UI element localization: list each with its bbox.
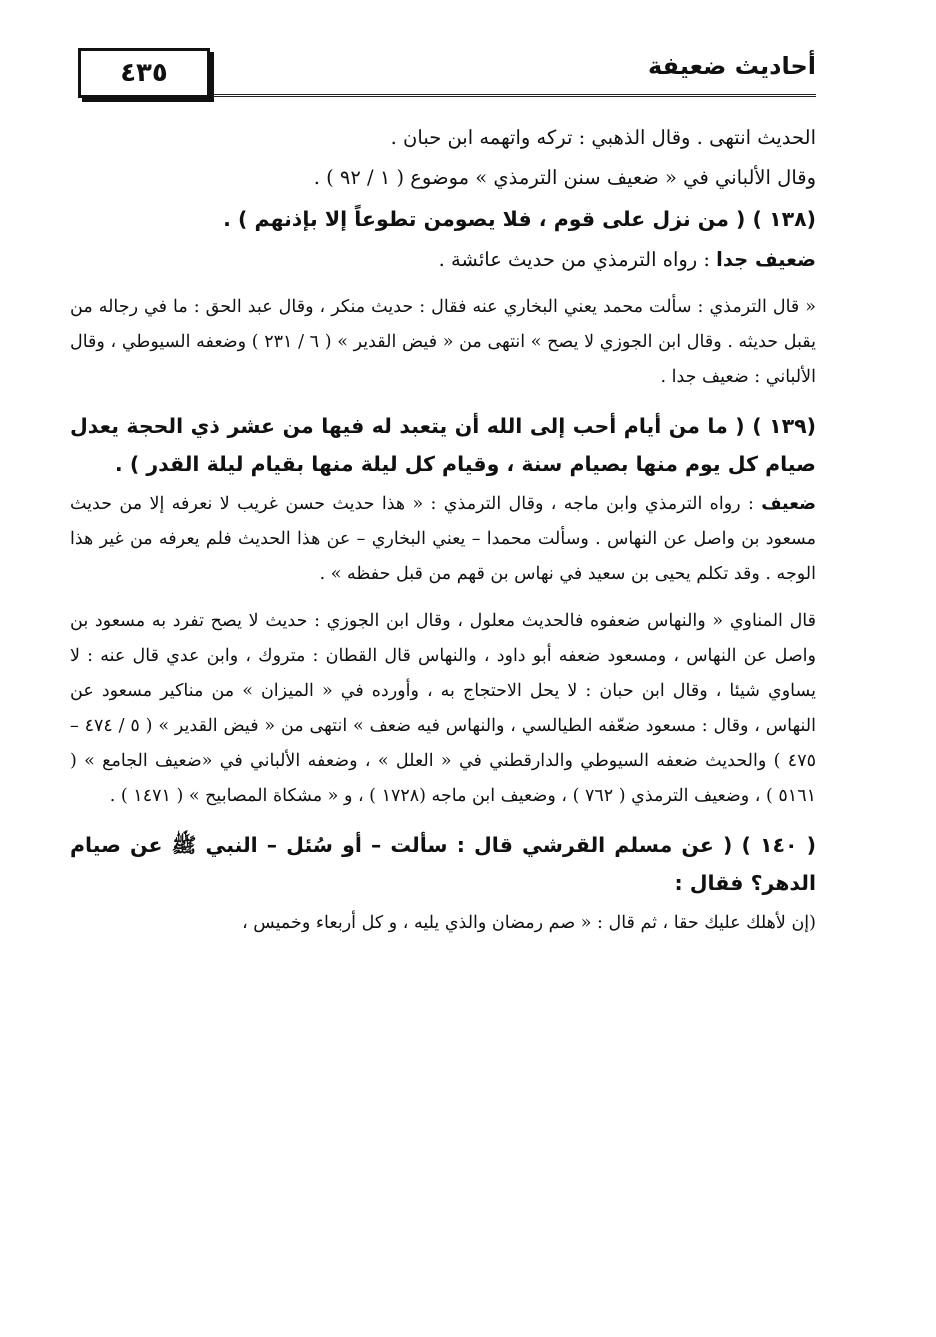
grade-label: ضعيف جدا [716, 248, 816, 271]
paragraph-4: « قال الترمذي : سألت محمد يعني البخاري عنه فقال : حديث منكر ، وقال عبد الحق : ما في رجاله من يقبل حديثه . وقال ابن الجوزي لا يصح » انتهى من « فيض القدير » ( ٦ / ٢٣١ ) وضعفه السيوطي ، وقال الألباني : ضعيف جدا . [70, 297, 816, 387]
paragraph-3 [70, 242, 816, 278]
running-title: أحاديث ضعيفة [648, 52, 816, 80]
hadith-139: (١٣٩ ) ( ما من أيام أحب إلى الله أن يتعبد له فيها من عشر ذي الحجة يعدل صيام كل يوم منها بصيام سنة ، وقيام كل ليلة منها بقيام ليلة القدر ) . [70, 414, 816, 476]
paragraph-5-text: : رواه الترمذي وابن ماجه ، وقال الترمذي : « هذا حديث حسن غريب لا نعرفه إلا من حديث مسعود بن واصل عن النهاس . وسألت محمدا – يعني البخاري – عن هذا الحديث فلم يعرفه من غير هذا الوجه . وقد تكلم يحيى بن سعيد في نهاس بن قهم من قبل حفظه » . [70, 494, 816, 584]
grade-label: ضعيف [761, 494, 816, 514]
header-rule [212, 94, 816, 97]
paragraph-3-text: : رواه الترمذي من حديث عائشة . [438, 248, 717, 271]
hadith-138: (١٣٨ ) ( من نزل على قوم ، فلا يصومن تطوعاً إلا بإذنهم ) . [223, 207, 816, 231]
paragraph-6: قال المناوي « والنهاس ضعفوه فالحديث معلول ، وقال ابن الجوزي : حديث لا يصح تفرد به مسعود بن واصل عن النهاس ، ومسعود ضعفه أبو داود ، والنهاس قال القطان : متروك ، وابن عدي قال عنه : لا يساوي شيئا ، وقال ابن حبان : لا يحل الاحتجاج به ، وأورده في « الميزان » من مناكير مسعود عن النهاس ، وقال : مسعود ضعّفه الطيالسي ، والنهاس فيه ضعف » انتهى من « فيض القدير » ( ٥ / ٤٧٤ – ٤٧٥ ) والحديث ضعفه السيوطي والدارقطني في « العلل » ، وضعفه الألباني في «ضعيف الجامع » ( ٥١٦١ ) ، وضعيف الترمذي ( ٧٦٢ ) ، وضعيف ابن ماجه (١٧٢٨ ) ، و « مشكاة المصابيح » ( ١٤٧١ ) . [70, 611, 816, 806]
page-header [72, 44, 816, 100]
paragraph-7: (إن لأهلك عليك حقا ، ثم قال : « صم رمضان والذي يليه ، و كل أربعاء وخميس ، [242, 913, 816, 933]
hadith-140: ( ١٤٠ ) ( عن مسلم القرشي قال : سألت – أو سُئل – النبي ﷺ عن صيام الدهر؟ فقال : [70, 833, 816, 895]
page-body [70, 120, 816, 945]
page-number: ٤٣٥ [78, 48, 210, 98]
paragraph-5 [70, 487, 816, 592]
paragraph-1: الحديث انتهى . وقال الذهبي : تركه واتهمه ابن حبان . [390, 126, 816, 149]
paragraph-2: وقال الألباني في « ضعيف سنن الترمذي » موضوع ( ١ / ٩٢ ) . [313, 166, 816, 189]
